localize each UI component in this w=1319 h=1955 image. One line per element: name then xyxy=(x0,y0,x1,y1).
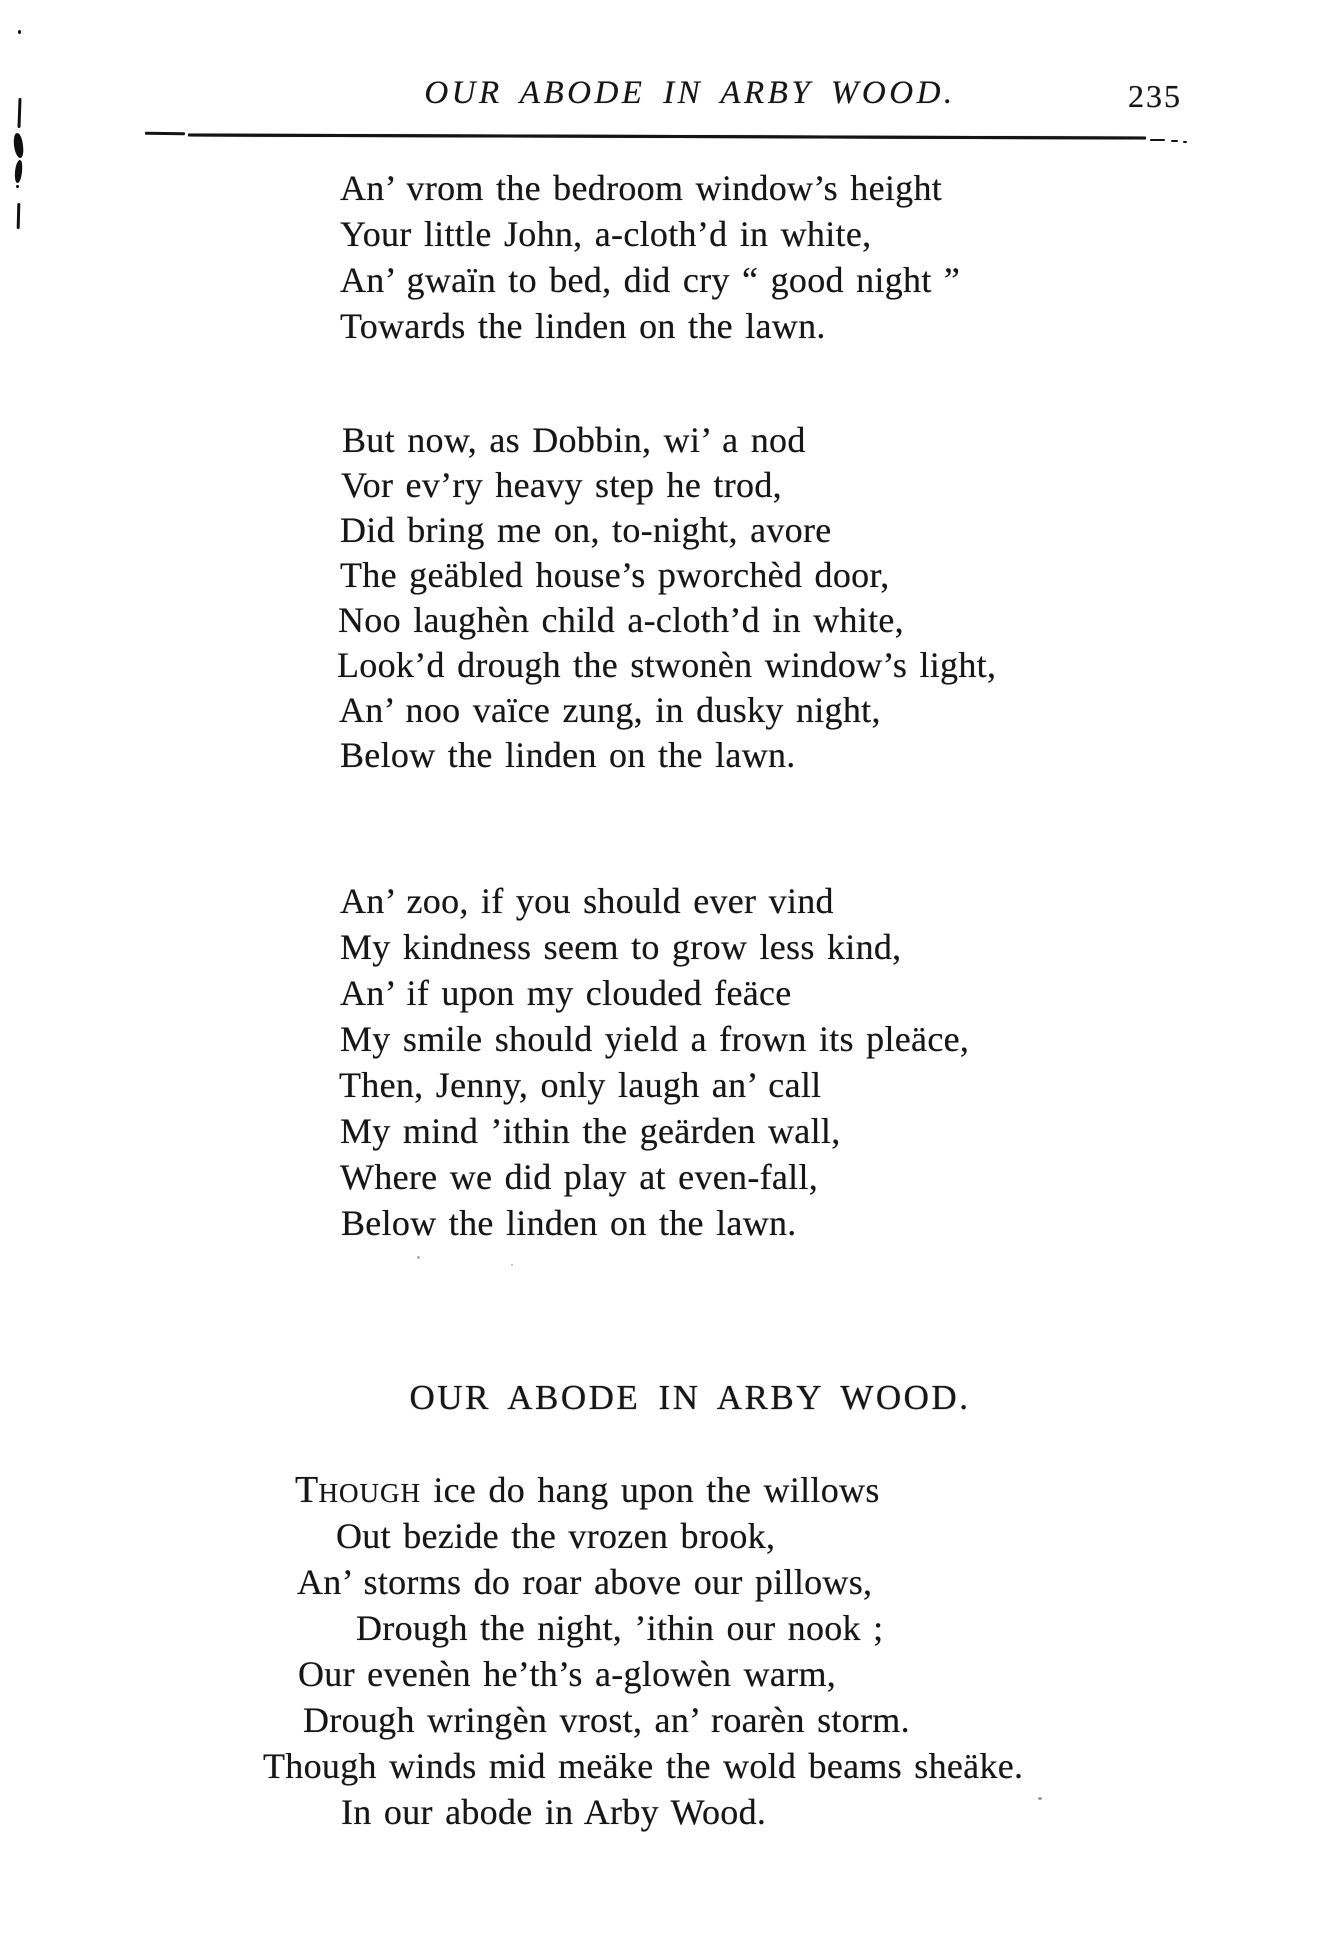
poem-line: Out bezide the vrozen brook, xyxy=(336,1516,776,1556)
first-line-rest: ice do hang upon the willows xyxy=(421,1470,880,1510)
ink-mark xyxy=(13,133,24,159)
ink-mark xyxy=(17,203,21,229)
header-rule-end-dash xyxy=(1171,140,1178,142)
poem-line: Did bring me on, to-night, avore xyxy=(340,510,832,550)
header-rule-end-dash xyxy=(1150,139,1165,141)
poem-line: Our evenèn he’th’s a-glowèn warm, xyxy=(298,1654,837,1694)
ink-mark xyxy=(16,185,19,188)
poem-line: Noo laughèn child a-cloth’d in white, xyxy=(338,600,904,640)
scan-speck xyxy=(417,1256,420,1259)
poem-line: Drough the night, ’ithin our nook ; xyxy=(356,1608,884,1648)
poem-line: Your little John, a-cloth’d in white, xyxy=(340,214,872,254)
scan-speck xyxy=(511,1264,513,1266)
running-header: OUR ABODE IN ARBY WOOD. xyxy=(424,75,956,111)
poem-line: Then, Jenny, only laugh an’ call xyxy=(339,1065,822,1105)
poem-line: An’ gwaïn to bed, did cry “ good night ” xyxy=(340,260,961,300)
poem-line: In our abode in Arby Wood. xyxy=(341,1792,767,1832)
poem-title: OUR ABODE IN ARBY WOOD. xyxy=(409,1378,971,1417)
poem-line: My mind ’ithin the geärden wall, xyxy=(340,1111,841,1151)
poem-line: An’ if upon my clouded feäce xyxy=(340,973,792,1013)
ink-mark xyxy=(18,30,21,34)
header-rule xyxy=(188,133,1146,139)
lead-small-caps: HOUGH xyxy=(318,1478,422,1508)
poem-line: An’ storms do roar above our pillows, xyxy=(297,1562,873,1602)
poem-line xyxy=(295,1467,880,1513)
ink-mark xyxy=(14,160,23,183)
poem-line: Vor ev’ry heavy step he trod, xyxy=(341,465,782,505)
poem-line: An’ zoo, if you should ever vind xyxy=(340,881,834,921)
page-number: 235 xyxy=(1128,78,1182,114)
poem-line: Below the linden on the lawn. xyxy=(340,735,796,775)
lead-initial: T xyxy=(295,1469,319,1511)
header-rule-end-dash xyxy=(1183,141,1187,143)
poem-line: Look’d drough the stwonèn window’s light, xyxy=(337,645,997,685)
poem-line: But now, as Dobbin, wi’ a nod xyxy=(342,420,806,460)
ink-mark xyxy=(17,98,21,128)
poem-line: Drough wringèn vrost, an’ roarèn storm. xyxy=(303,1700,910,1740)
poem-line: Below the linden on the lawn. xyxy=(341,1203,797,1243)
poem-line: My kindness seem to grow less kind, xyxy=(340,927,902,967)
poem-line: Though winds mid meäke the wold beams sheäke. xyxy=(263,1746,1024,1786)
poem-line: An’ vrom the bedroom window’s height xyxy=(340,168,943,208)
poem-line: Where we did play at even-fall, xyxy=(340,1157,819,1197)
poem-line: An’ noo vaïce zung, in dusky night, xyxy=(339,690,881,730)
poem-line: Towards the linden on the lawn. xyxy=(340,306,826,346)
scan-speck xyxy=(1038,1797,1042,1800)
header-rule-dash xyxy=(145,132,185,136)
poem-line: My smile should yield a frown its pleäce, xyxy=(340,1019,970,1059)
poem-line: The geäbled house’s pworchèd door, xyxy=(340,555,890,595)
